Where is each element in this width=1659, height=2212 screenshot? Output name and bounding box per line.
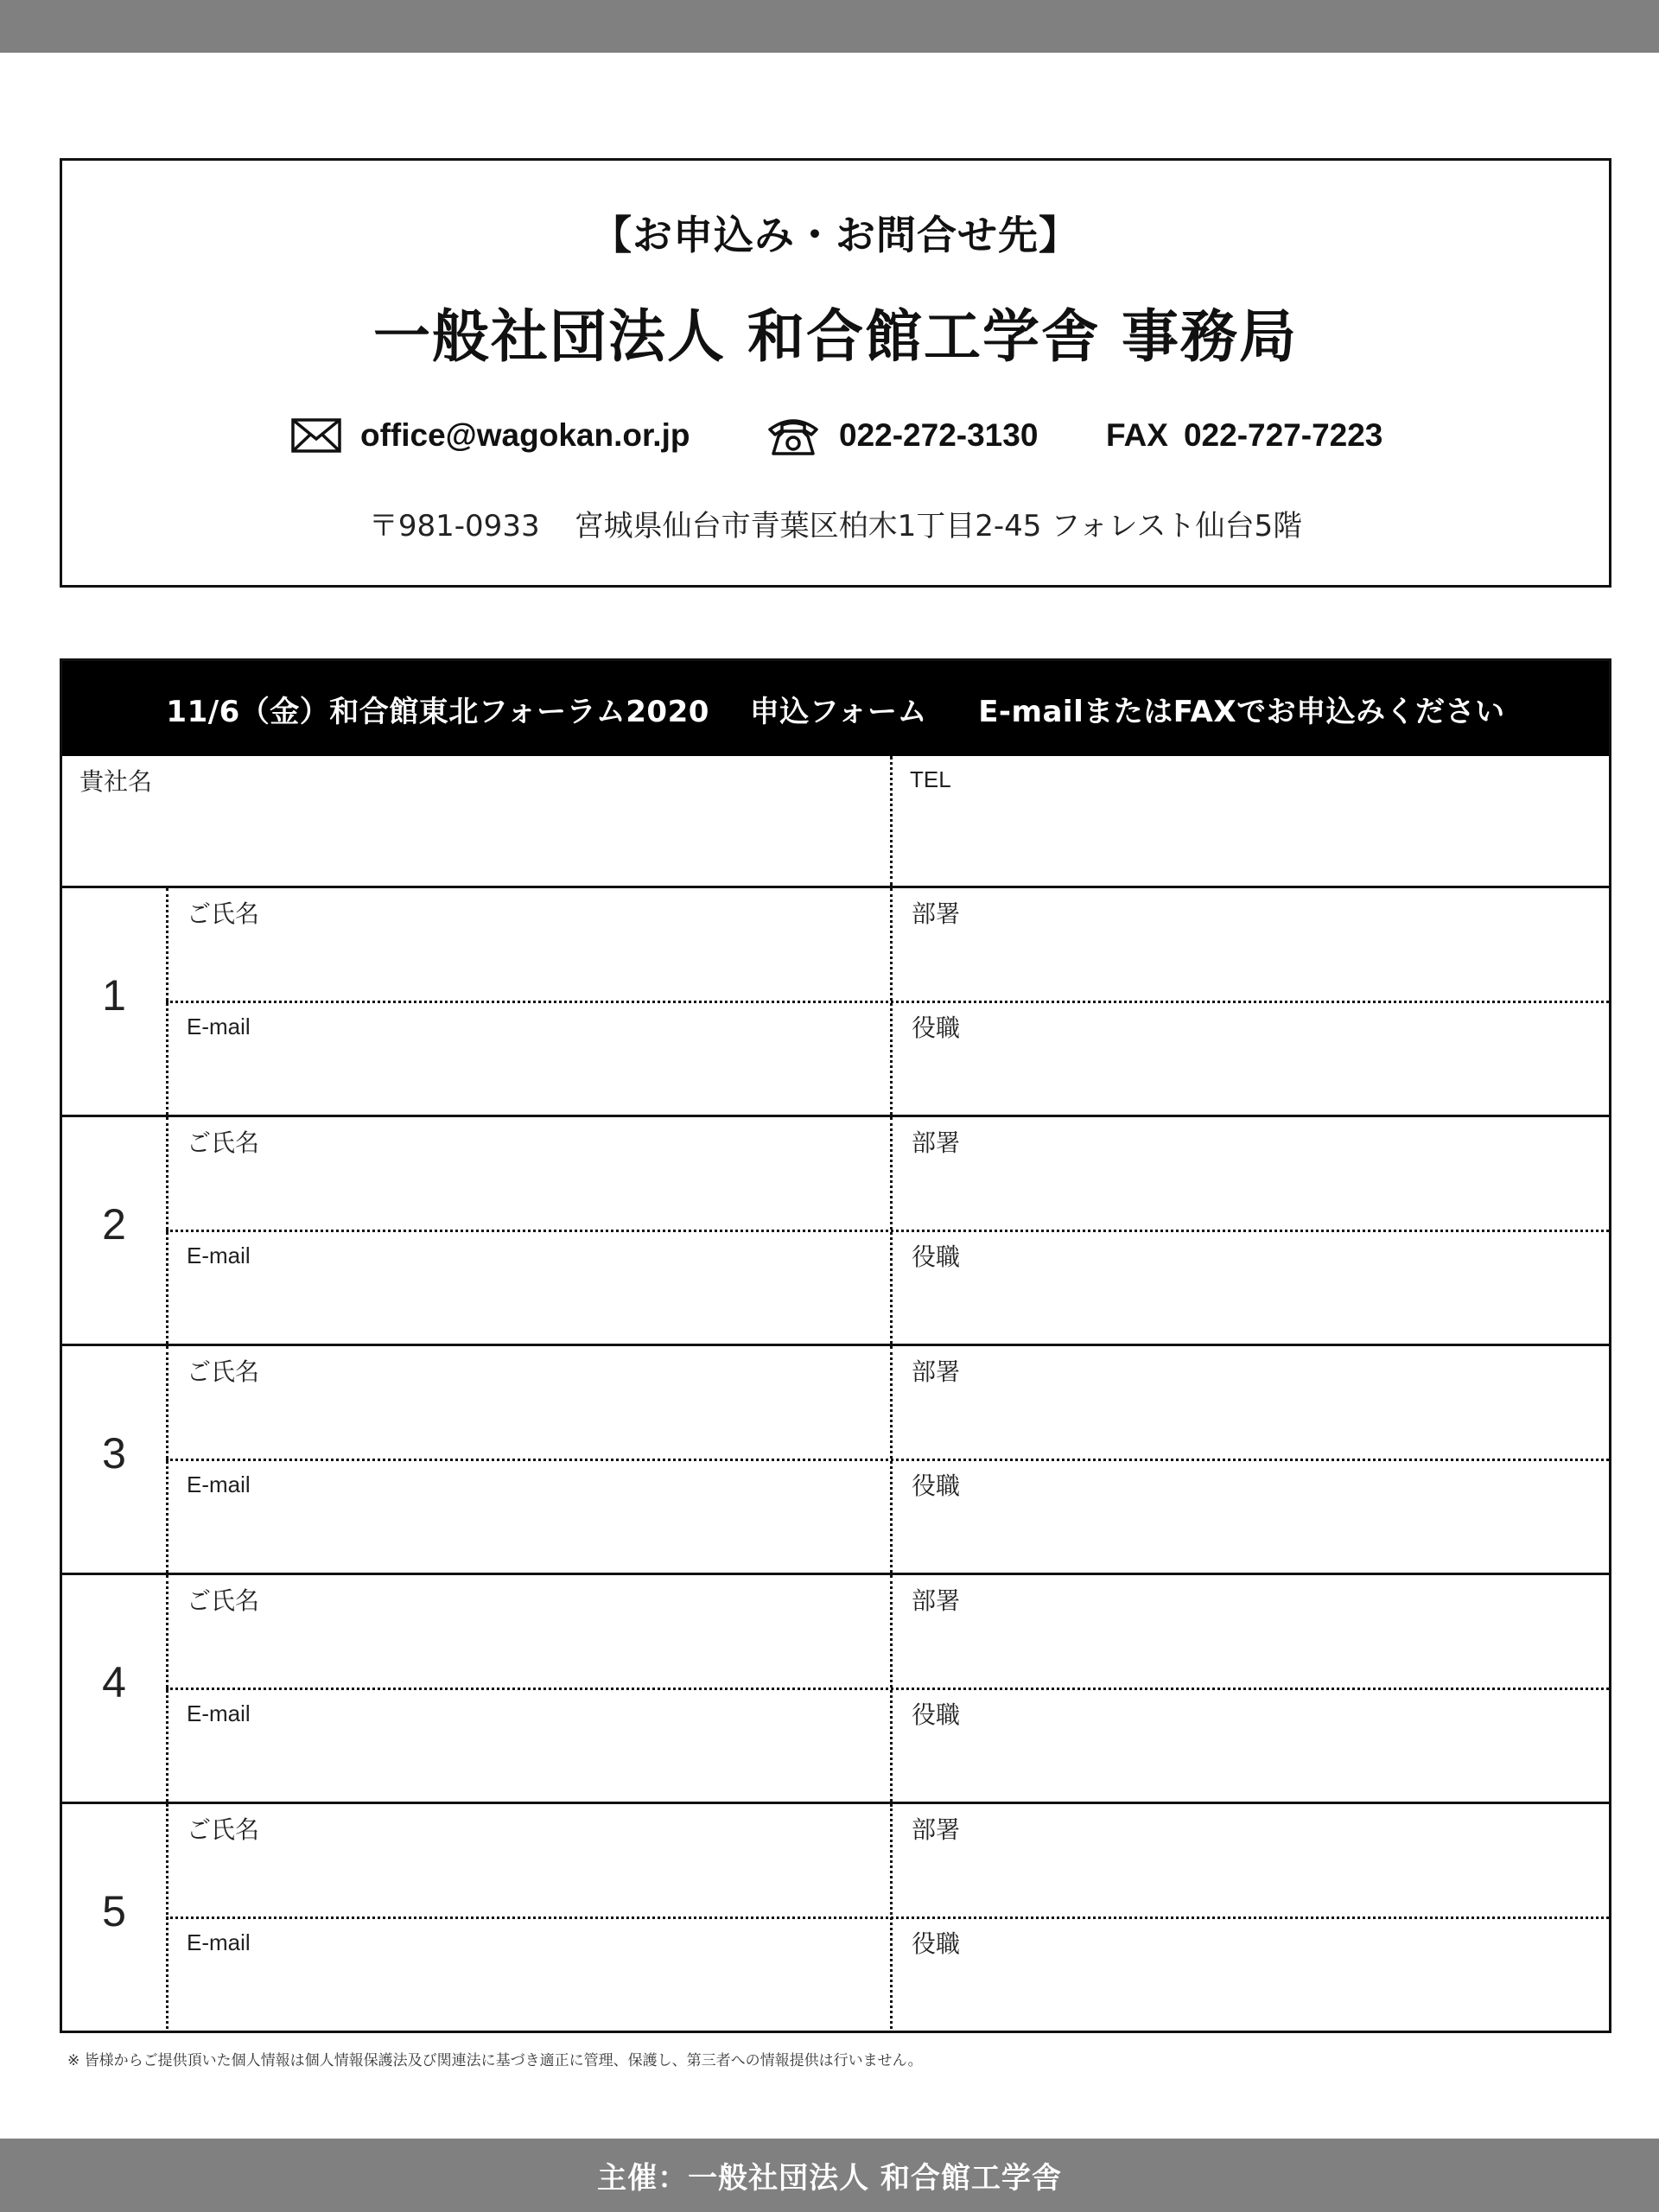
applicant-row-4 (62, 1575, 1609, 1804)
row-number: 1 (102, 971, 126, 1020)
row-divider (166, 1001, 1609, 1003)
tel-contact (766, 414, 1038, 457)
applicant-row-5 (62, 1804, 1609, 2033)
contact-box (60, 158, 1611, 588)
row-divider (166, 1688, 1609, 1690)
row-number: 2 (102, 1200, 126, 1249)
email-label: E-mail (187, 1700, 251, 1726)
name-label: ご氏名 (187, 899, 260, 928)
applicant-row-1 (62, 888, 1609, 1117)
tel-label: TEL (910, 766, 951, 792)
street-address: 宮城県仙台市青葉区柏木1丁目2-45 フォレスト仙台5階 (574, 509, 1303, 543)
email-address[interactable]: office@wagokan.or.jp (360, 417, 690, 453)
department-label: 部署 (912, 899, 961, 928)
top-bar (0, 0, 1659, 53)
fax-contact (1106, 414, 1382, 457)
organization-name: 一般社団法人 和合館工学舎 事務局 (373, 303, 1298, 370)
postal-code: 〒981-0933 (368, 509, 540, 543)
name-label: ご氏名 (187, 1586, 260, 1615)
column-divider (890, 756, 893, 886)
company-name-label: 貴社名 (79, 767, 153, 796)
department-label: 部署 (912, 1586, 961, 1615)
name-label: ご氏名 (187, 1357, 260, 1386)
department-label: 部署 (912, 1128, 961, 1157)
email-label: E-mail (187, 1014, 251, 1039)
row-number: 5 (102, 1887, 126, 1936)
privacy-footnote: ※ 皆様からご提供頂いた個人情報は個人情報保護法及び関連法に基づき適正に管理、保護し、第三者への情報提供は行いません。 (67, 2052, 923, 2069)
tel-number[interactable]: 022-272-3130 (839, 417, 1039, 453)
row-divider (166, 1916, 1609, 1919)
contact-heading: 【お申込み・お問合せ先】 (592, 212, 1079, 258)
position-label: 役職 (912, 1014, 961, 1042)
fax-number: 022-727-7223 (1183, 417, 1383, 453)
department-label: 部署 (912, 1815, 961, 1844)
form-header: 11/6（金）和合館東北フォーラム2020 申込フォーム E-mailまたはFAXでお申込みください (62, 661, 1609, 756)
position-label: 役職 (912, 1700, 961, 1729)
department-label: 部署 (912, 1357, 961, 1386)
name-label: ご氏名 (187, 1815, 260, 1844)
envelope-icon (291, 418, 341, 453)
position-label: 役職 (912, 1929, 961, 1958)
address (62, 502, 1609, 544)
row-divider (166, 1459, 1609, 1461)
application-form (60, 658, 1611, 2033)
email-label: E-mail (187, 1929, 251, 1955)
telephone-icon (766, 414, 820, 457)
email-label: E-mail (187, 1471, 251, 1497)
row-divider (166, 1230, 1609, 1232)
row-number: 3 (102, 1429, 126, 1478)
organizer-footer: 主催：一般社団法人 和合館工学舎 (0, 2139, 1659, 2212)
applicant-row-3 (62, 1346, 1609, 1575)
company-row (62, 756, 1609, 888)
fax-label: FAX (1106, 417, 1168, 453)
email-contact (291, 414, 690, 457)
row-number: 4 (102, 1658, 126, 1707)
name-label: ご氏名 (187, 1128, 260, 1157)
position-label: 役職 (912, 1243, 961, 1271)
applicant-row-2 (62, 1117, 1609, 1346)
position-label: 役職 (912, 1471, 961, 1500)
email-label: E-mail (187, 1243, 251, 1268)
